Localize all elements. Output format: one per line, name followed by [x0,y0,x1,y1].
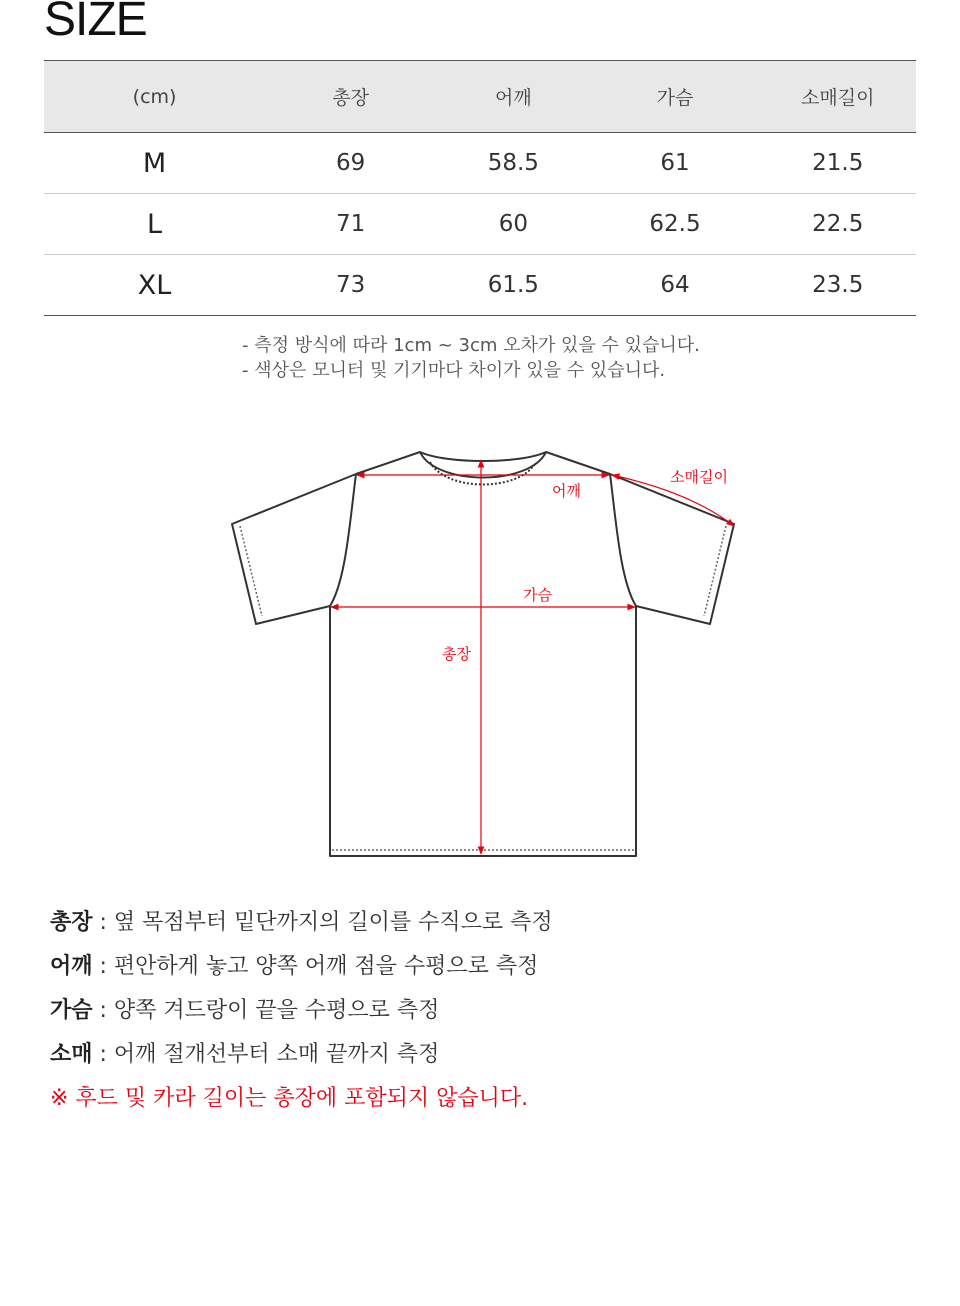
description-row [50,1033,553,1077]
size-cell: L [44,194,265,255]
chest-label: 가슴 [523,586,552,604]
description-term: 총장 [50,910,93,935]
header-unit: (cm) [44,61,265,133]
tshirt-diagram [0,440,960,870]
table-cell: 23.5 [760,255,917,316]
size-table [44,60,916,316]
sleeve-label: 소매길이 [670,468,728,486]
table-cell: 58.5 [436,133,590,194]
table-cell: 73 [265,255,436,316]
note-line: - 색상은 모니터 및 기기마다 차이가 있을 수 있습니다. [242,360,666,381]
table-cell: 60 [436,194,590,255]
header-sleeve: 소매길이 [760,61,917,133]
header-length: 총장 [265,61,436,133]
table-cell: 62.5 [591,194,760,255]
shoulder-label: 어깨 [552,482,581,500]
size-cell: M [44,133,265,194]
description-text: : 어깨 절개선부터 소매 끝까지 측정 [92,1042,440,1067]
description-row [50,945,553,989]
table-row [44,255,916,316]
table-cell: 71 [265,194,436,255]
description-term: 소매 [50,1042,93,1067]
header-chest: 가슴 [591,61,760,133]
description-text: : 양쪽 겨드랑이 끝을 수평으로 측정 [92,998,440,1023]
table-cell: 64 [591,255,760,316]
table-cell: 22.5 [760,194,917,255]
description-term: 가슴 [50,998,93,1023]
note-line: - 측정 방식에 따라 1cm ~ 3cm 오차가 있을 수 있습니다. [242,335,700,356]
table-row [44,194,916,255]
table-cell: 69 [265,133,436,194]
length-label: 총장 [442,645,471,663]
table-header-row [44,61,916,133]
size-cell: XL [44,255,265,316]
measurement-notes [242,333,700,383]
table-cell: 61 [591,133,760,194]
table-cell: 21.5 [760,133,917,194]
description-row [50,989,553,1033]
description-term: 어깨 [50,954,93,979]
table-row [44,133,916,194]
table-cell: 61.5 [436,255,590,316]
measurement-descriptions [50,901,553,1121]
header-shoulder: 어깨 [436,61,590,133]
tshirt-outline [232,452,734,856]
description-text: : 편안하게 놓고 양쪽 어깨 점을 수평으로 측정 [92,954,539,979]
page-title: SIZE [44,0,147,46]
description-text: : 옆 목점부터 밑단까지의 길이를 수직으로 측정 [92,910,553,935]
description-row [50,901,553,945]
hood-collar-warning: ※ 후드 및 카라 길이는 총장에 포함되지 않습니다. [50,1086,529,1111]
